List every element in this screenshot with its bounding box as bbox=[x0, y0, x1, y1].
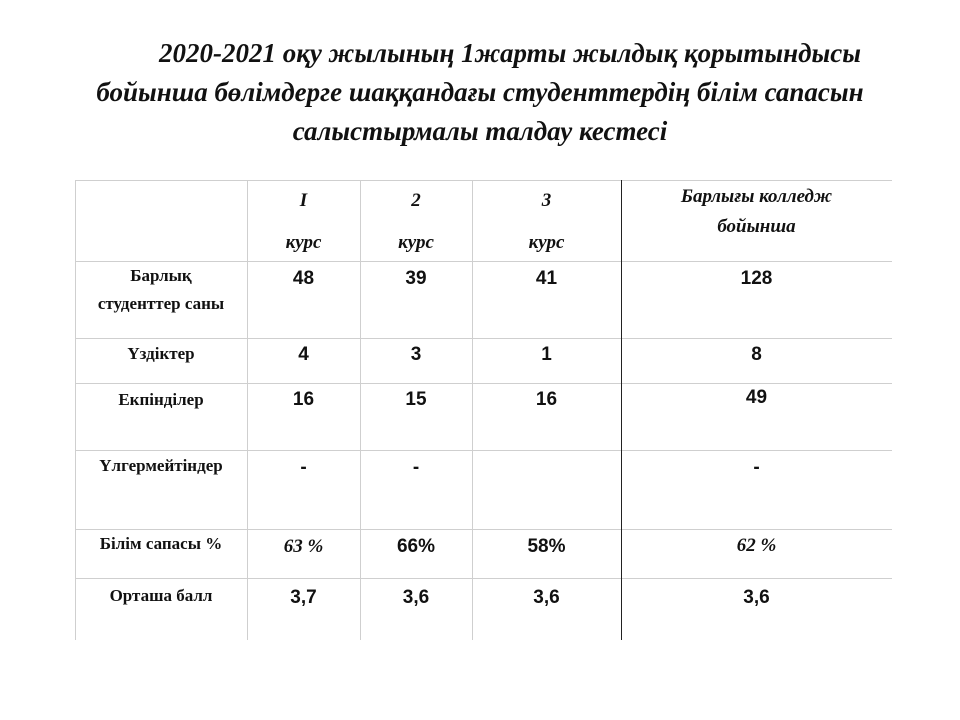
cell-quality-course-1: 63 % bbox=[283, 536, 324, 557]
cell-total-college: 128 bbox=[740, 268, 773, 289]
cell-average-course-1: 3,7 bbox=[290, 587, 317, 608]
title-line-1: 2020-2021 оқу жылының 1жарты жылдық қорытындысы bbox=[159, 38, 861, 68]
row-label-good: Екпінділер bbox=[118, 390, 204, 409]
cell-quality-course-3: 58% bbox=[527, 536, 566, 557]
cell-excellent-course-1: 4 bbox=[298, 344, 309, 365]
row-label-average: Орташа балл bbox=[109, 586, 213, 605]
header-course-3 bbox=[472, 180, 621, 264]
cell-failing-course-2: - bbox=[412, 457, 420, 478]
cell-average-course-2: 3,6 bbox=[402, 587, 430, 608]
table-vline bbox=[621, 180, 622, 640]
document-title bbox=[0, 34, 960, 151]
cell-quality-college: 62 % bbox=[736, 535, 777, 556]
cell-good-course-3: 16 bbox=[535, 389, 558, 410]
cell-excellent-college: 8 bbox=[751, 344, 762, 365]
row-label-excellent: Үздіктер bbox=[127, 344, 195, 363]
title-line-3: салыстырмалы талдау кестесі bbox=[292, 116, 668, 146]
cell-failing-course-1: - bbox=[300, 457, 307, 478]
header-course-2 bbox=[360, 180, 472, 264]
cell-total-course-1: 48 bbox=[292, 268, 315, 289]
cell-total-course-3: 41 bbox=[535, 268, 558, 289]
row-label-failing: Үлгермейтіндер bbox=[99, 456, 223, 475]
cell-good-college: 49 bbox=[745, 387, 768, 408]
row-label-total-students-line1: Барлық bbox=[130, 266, 192, 285]
cell-excellent-course-2: 3 bbox=[410, 344, 422, 365]
table-hline bbox=[75, 338, 892, 339]
header-course-1-label: курс bbox=[285, 232, 322, 253]
row-label-total-students-line2: студенттер саны bbox=[97, 294, 225, 313]
cell-excellent-course-3: 1 bbox=[541, 344, 552, 365]
table-hline bbox=[75, 578, 892, 579]
cell-average-college: 3,6 bbox=[743, 587, 770, 608]
cell-good-course-1: 16 bbox=[292, 389, 315, 410]
title-line-2: бойынша бөлімдерге шаққандағы студенттердің білім сапасын bbox=[96, 77, 864, 107]
header-college-total bbox=[621, 182, 892, 242]
row-label-total-students bbox=[75, 262, 247, 318]
cell-failing-college: - bbox=[753, 457, 760, 478]
cell-good-course-2: 15 bbox=[405, 389, 427, 410]
cell-average-course-3: 3,6 bbox=[533, 587, 560, 608]
header-course-3-label: курс bbox=[528, 232, 565, 253]
header-college-total-line2: бойынша bbox=[717, 216, 796, 237]
header-course-3-num: 3 bbox=[541, 190, 552, 211]
table-hline bbox=[75, 383, 892, 384]
header-course-1-num: I bbox=[299, 190, 308, 211]
cell-quality-course-2-text: 66% bbox=[396, 536, 436, 557]
header-course-1 bbox=[247, 180, 360, 264]
header-college-total-line1: Барлығы колледж bbox=[680, 186, 833, 207]
table-hline bbox=[75, 450, 892, 451]
cell-total-course-2: 39 bbox=[405, 268, 427, 289]
row-label-quality: Білім сапасы % bbox=[99, 534, 223, 553]
quality-table bbox=[75, 180, 892, 640]
header-course-2-label: курс bbox=[398, 232, 434, 253]
header-course-2-num: 2 bbox=[411, 190, 421, 211]
cell-quality-course-2 bbox=[360, 536, 472, 558]
